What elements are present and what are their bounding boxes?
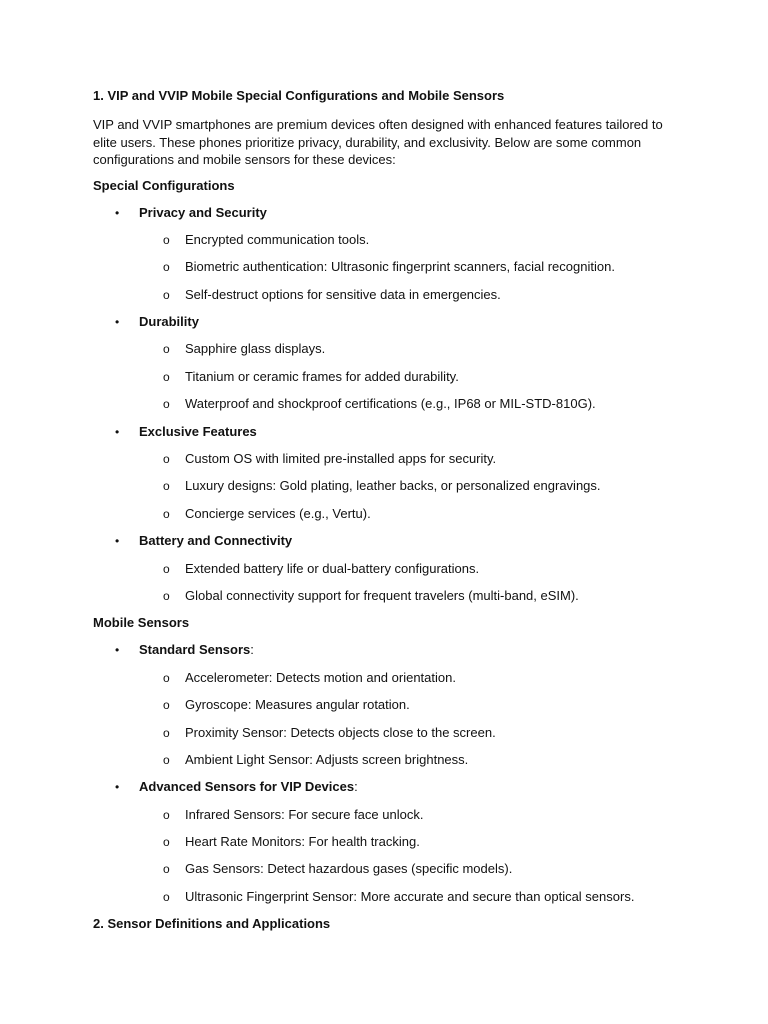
list-item	[93, 396, 673, 412]
list-item	[93, 670, 673, 686]
mobile-sensors-list	[93, 642, 673, 905]
list-item	[93, 314, 673, 330]
circle-bullet-icon: o	[163, 807, 170, 822]
circle-bullet-icon: o	[163, 670, 170, 685]
bullet-icon: •	[115, 315, 120, 330]
section-2-heading: 2. Sensor Definitions and Applications	[93, 916, 331, 932]
circle-bullet-icon: o	[163, 260, 170, 275]
circle-bullet-icon: o	[163, 506, 170, 521]
group-label-colon: :	[354, 779, 358, 795]
circle-bullet-icon: o	[163, 287, 170, 302]
list-item	[93, 588, 673, 604]
circle-bullet-icon: o	[163, 835, 170, 850]
item-text: Encrypted communication tools.	[185, 231, 370, 247]
group-label-colon: :	[250, 642, 254, 658]
list-item	[93, 451, 673, 467]
item-text: Ambient Light Sensor: Adjusts screen brightness.	[185, 751, 469, 767]
list-item	[93, 232, 673, 248]
item-text: Luxury designs: Gold plating, leather backs, or personalized engravings.	[185, 478, 601, 494]
circle-bullet-icon: o	[163, 342, 170, 357]
item-text: Concierge services (e.g., Vertu).	[185, 505, 371, 521]
item-text: Proximity Sensor: Detects objects close to the screen.	[185, 724, 496, 740]
list-item	[93, 561, 673, 577]
section-1-intro: VIP and VVIP smartphones are premium devices often designed with enhanced features tailored to elite users. These phones prioritize privacy, durability, and exclusivity. Below are some common configurations and mobile sensors for these devices:	[93, 117, 663, 167]
item-text: Infrared Sensors: For secure face unlock.	[185, 806, 424, 822]
special-configurations-list	[93, 205, 673, 604]
item-text: Custom OS with limited pre-installed apps for security.	[185, 451, 497, 467]
circle-bullet-icon: o	[163, 889, 170, 904]
bullet-icon: •	[115, 424, 120, 439]
list-item	[93, 779, 673, 795]
list-item	[93, 861, 673, 877]
group-label: Durability	[139, 314, 199, 330]
circle-bullet-icon: o	[163, 588, 170, 603]
list-item	[93, 259, 673, 275]
list-item	[93, 889, 673, 905]
circle-bullet-icon: o	[163, 725, 170, 740]
group-label: Privacy and Security	[139, 204, 267, 220]
circle-bullet-icon: o	[163, 752, 170, 767]
circle-bullet-icon: o	[163, 397, 170, 412]
circle-bullet-icon: o	[163, 369, 170, 384]
item-text: Ultrasonic Fingerprint Sensor: More accurate and secure than optical sensors.	[185, 888, 635, 904]
group-label: Exclusive Features	[139, 423, 257, 439]
list-item	[93, 478, 673, 494]
list-item	[93, 287, 673, 303]
circle-bullet-icon: o	[163, 698, 170, 713]
item-text: Accelerometer: Detects motion and orientation.	[185, 669, 456, 685]
item-text: Heart Rate Monitors: For health tracking.	[185, 834, 420, 850]
item-text: Sapphire glass displays.	[185, 341, 326, 357]
list-item	[93, 725, 673, 741]
list-item	[93, 533, 673, 549]
list-item	[93, 697, 673, 713]
circle-bullet-icon: o	[163, 232, 170, 247]
item-text: Titanium or ceramic frames for added durability.	[185, 368, 459, 384]
group-label: Advanced Sensors for VIP Devices	[139, 779, 355, 795]
bullet-icon: •	[115, 534, 120, 549]
list-item	[93, 834, 673, 850]
group-label: Standard Sensors	[139, 642, 251, 658]
item-text: Gyroscope: Measures angular rotation.	[185, 697, 410, 713]
special-configurations-title: Special Configurations	[93, 177, 235, 193]
list-item	[93, 205, 673, 221]
circle-bullet-icon: o	[163, 862, 170, 877]
list-item	[93, 642, 673, 658]
bullet-icon: •	[115, 643, 120, 658]
document-page	[93, 88, 673, 932]
circle-bullet-icon: o	[163, 479, 170, 494]
circle-bullet-icon: o	[163, 561, 170, 576]
item-text: Extended battery life or dual-battery configurations.	[185, 560, 480, 576]
circle-bullet-icon: o	[163, 452, 170, 467]
item-text: Global connectivity support for frequent travelers (multi-band, eSIM).	[185, 587, 579, 603]
bullet-icon: •	[115, 780, 120, 795]
item-text: Gas Sensors: Detect hazardous gases (specific models).	[185, 861, 513, 877]
item-text: Waterproof and shockproof certifications (e.g., IP68 or MIL-STD-810G).	[185, 396, 596, 412]
group-label: Battery and Connectivity	[139, 533, 293, 549]
list-item	[93, 424, 673, 440]
mobile-sensors-title: Mobile Sensors	[93, 615, 190, 631]
item-text: Self-destruct options for sensitive data in emergencies.	[185, 286, 501, 302]
list-item	[93, 807, 673, 823]
bullet-icon: •	[115, 205, 120, 220]
list-item	[93, 506, 673, 522]
list-item	[93, 369, 673, 385]
section-1-heading: 1. VIP and VVIP Mobile Special Configurations and Mobile Sensors	[93, 88, 505, 103]
item-text: Biometric authentication: Ultrasonic fingerprint scanners, facial recognition.	[185, 259, 615, 275]
list-item	[93, 341, 673, 357]
list-item	[93, 752, 673, 768]
